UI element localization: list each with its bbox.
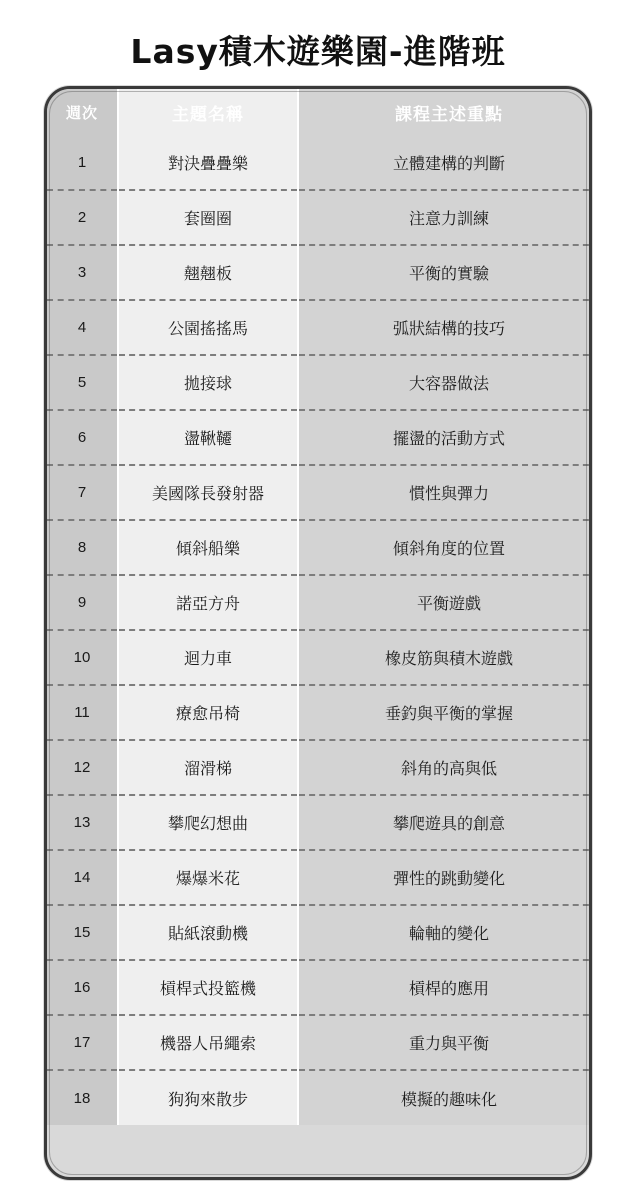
cell-topic: 對決疊疊樂 <box>118 135 298 190</box>
cell-topic: 攀爬幻想曲 <box>118 795 298 850</box>
cell-focus: 注意力訓練 <box>298 190 592 245</box>
cell-focus: 擺盪的活動方式 <box>298 410 592 465</box>
cell-focus: 大容器做法 <box>298 355 592 410</box>
page-title: Lasy積木遊樂園-進階班 <box>130 32 506 71</box>
cell-topic: 翹翹板 <box>118 245 298 300</box>
cell-week: 9 <box>47 575 118 630</box>
table-row <box>47 465 592 520</box>
cell-week: 12 <box>47 740 118 795</box>
table-row <box>47 135 592 190</box>
cell-focus: 立體建構的判斷 <box>298 135 592 190</box>
curriculum-table <box>47 89 592 1125</box>
cell-topic: 槓桿式投籃機 <box>118 960 298 1015</box>
table-row <box>47 190 592 245</box>
cell-topic: 拋接球 <box>118 355 298 410</box>
cell-topic: 諾亞方舟 <box>118 575 298 630</box>
table-row <box>47 245 592 300</box>
cell-focus: 重力與平衡 <box>298 1015 592 1070</box>
table-row <box>47 1070 592 1125</box>
cell-focus: 平衡遊戲 <box>298 575 592 630</box>
cell-week: 4 <box>47 300 118 355</box>
cell-topic: 套圈圈 <box>118 190 298 245</box>
table-row <box>47 905 592 960</box>
cell-topic: 公園搖搖馬 <box>118 300 298 355</box>
cell-focus: 槓桿的應用 <box>298 960 592 1015</box>
table-body <box>47 135 592 1125</box>
table-row <box>47 355 592 410</box>
cell-focus: 平衡的實驗 <box>298 245 592 300</box>
column-header-focus: 課程主述重點 <box>298 89 592 135</box>
cell-topic: 美國隊長發射器 <box>118 465 298 520</box>
cell-topic: 貼紙滾動機 <box>118 905 298 960</box>
cell-week: 8 <box>47 520 118 575</box>
cell-focus: 模擬的趣味化 <box>298 1070 592 1125</box>
cell-week: 3 <box>47 245 118 300</box>
table-row <box>47 795 592 850</box>
cell-focus: 慣性與彈力 <box>298 465 592 520</box>
cell-week: 7 <box>47 465 118 520</box>
cell-topic: 傾斜船樂 <box>118 520 298 575</box>
table-row <box>47 740 592 795</box>
cell-topic: 機器人吊繩索 <box>118 1015 298 1070</box>
cell-topic: 溜滑梯 <box>118 740 298 795</box>
cell-focus: 橡皮筋與積木遊戲 <box>298 630 592 685</box>
cell-week: 13 <box>47 795 118 850</box>
table-header <box>47 89 592 135</box>
cell-week: 11 <box>47 685 118 740</box>
cell-topic: 迴力車 <box>118 630 298 685</box>
table-row <box>47 410 592 465</box>
cell-topic: 盪鞦韆 <box>118 410 298 465</box>
table-header-row <box>47 89 592 135</box>
curriculum-table-card <box>44 86 592 1180</box>
table-row <box>47 685 592 740</box>
table-row <box>47 960 592 1015</box>
column-header-week: 週次 <box>47 89 118 135</box>
cell-week: 6 <box>47 410 118 465</box>
table-row <box>47 300 592 355</box>
cell-week: 14 <box>47 850 118 905</box>
table-row <box>47 575 592 630</box>
cell-focus: 彈性的跳動變化 <box>298 850 592 905</box>
table-row <box>47 1015 592 1070</box>
cell-focus: 垂釣與平衡的掌握 <box>298 685 592 740</box>
cell-focus: 斜角的高與低 <box>298 740 592 795</box>
cell-week: 10 <box>47 630 118 685</box>
cell-week: 18 <box>47 1070 118 1125</box>
cell-focus: 傾斜角度的位置 <box>298 520 592 575</box>
cell-topic: 爆爆米花 <box>118 850 298 905</box>
cell-focus: 攀爬遊具的創意 <box>298 795 592 850</box>
cell-week: 16 <box>47 960 118 1015</box>
table-row <box>47 630 592 685</box>
cell-focus: 輪軸的變化 <box>298 905 592 960</box>
cell-topic: 狗狗來散步 <box>118 1070 298 1125</box>
cell-week: 5 <box>47 355 118 410</box>
cell-week: 1 <box>47 135 118 190</box>
table-row <box>47 850 592 905</box>
cell-week: 2 <box>47 190 118 245</box>
table-row <box>47 520 592 575</box>
cell-week: 17 <box>47 1015 118 1070</box>
cell-topic: 療愈吊椅 <box>118 685 298 740</box>
cell-focus: 弧狀結構的技巧 <box>298 300 592 355</box>
cell-week: 15 <box>47 905 118 960</box>
column-header-topic: 主題名稱 <box>118 89 298 135</box>
